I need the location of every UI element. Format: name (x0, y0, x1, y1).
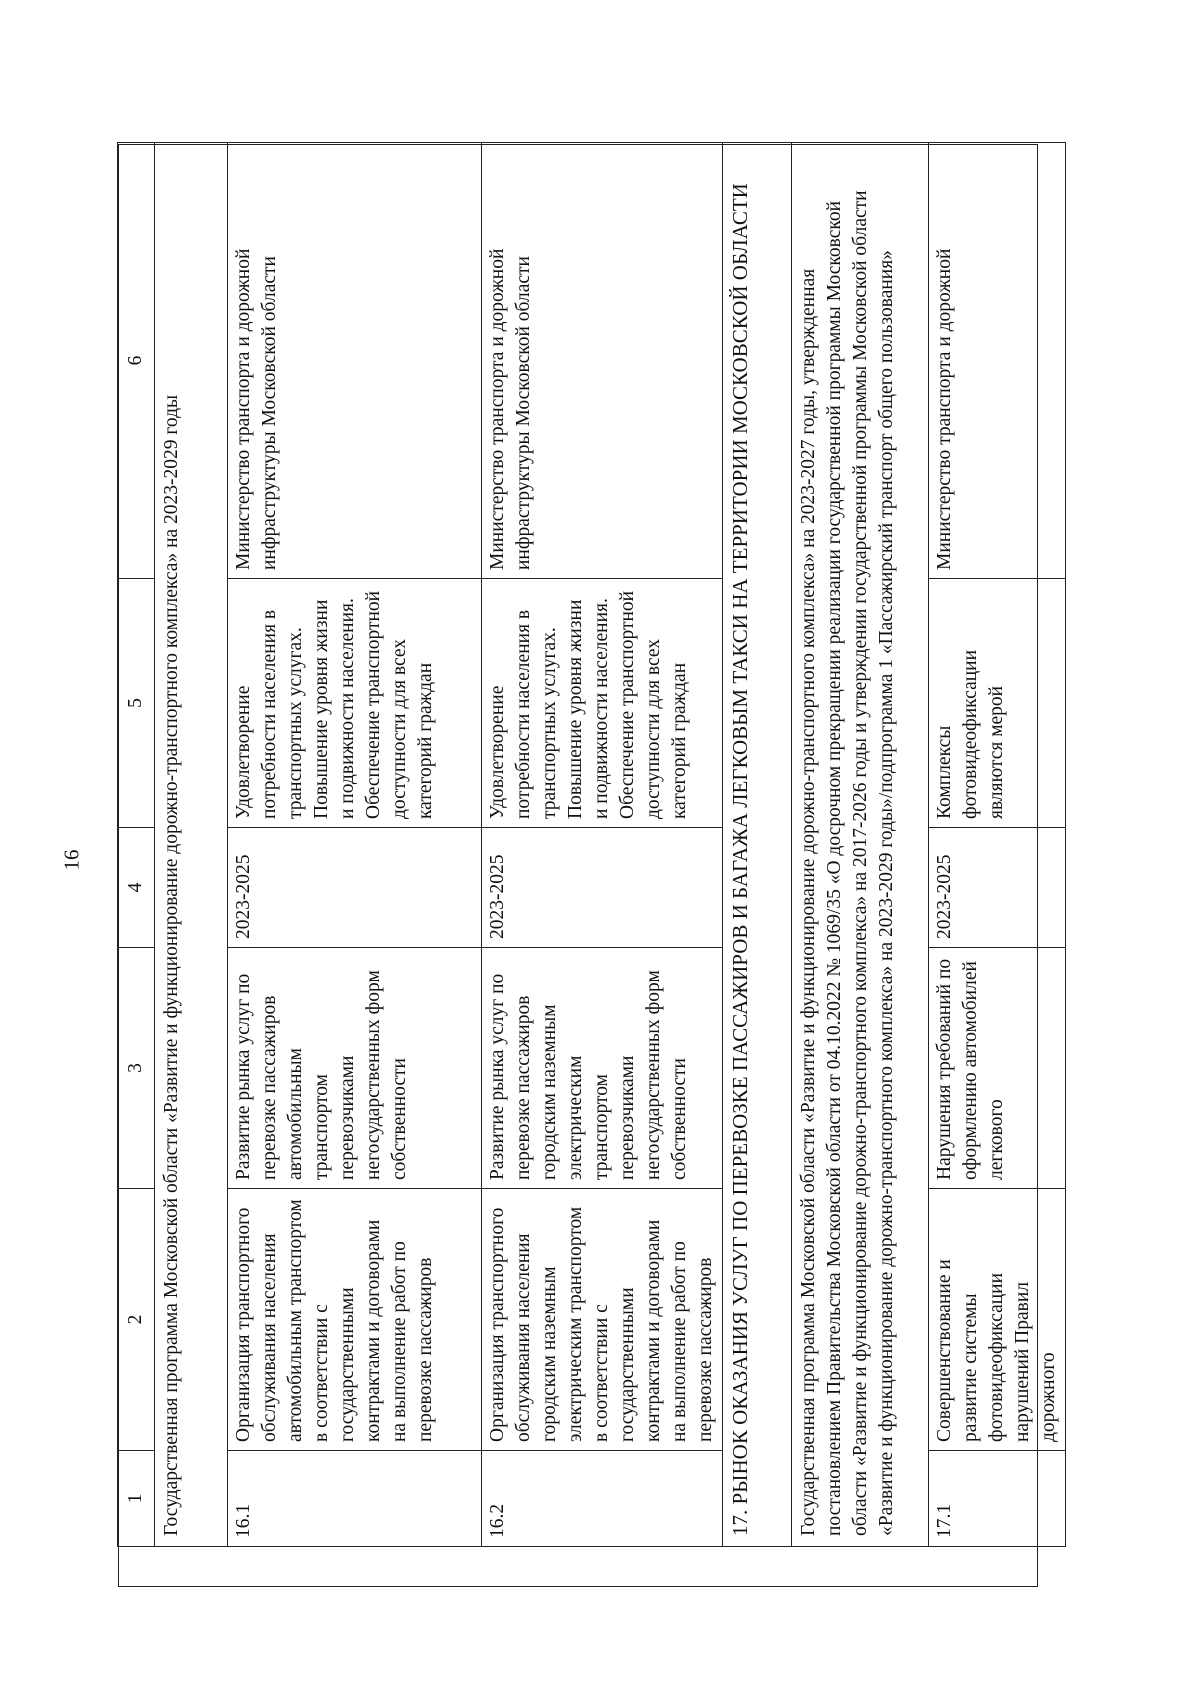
goal-cell: Развитие рынка услуг по перевозке пассажиров городским наземным электрическим транспортом перевозчиками негосударственных форм собственности (482, 948, 723, 1189)
period-cell: 2023-2025 (482, 828, 723, 948)
measure-cell: Совершенствование и развитие системы фотовидеофиксации нарушений Правил дорожного (929, 1189, 1066, 1451)
column-number: 2 (118, 1189, 155, 1451)
row-number: 16.1 (228, 1451, 482, 1547)
executor-cell: Министерство транспорта и дорожной (929, 143, 1066, 579)
period-cell: 2023-2025 (228, 828, 482, 948)
row-number: 17.1 (929, 1451, 1066, 1547)
program-16-text: Государственная программа Московской области «Развитие и функционирование дорожно-транспортного комплекса» на 2023-2029 годы (155, 143, 228, 1547)
column-number: 6 (118, 143, 155, 579)
table-row (228, 143, 482, 1547)
executor-cell: Министерство транспорта и дорожной инфраструктуры Московской области (482, 143, 723, 579)
column-number: 5 (118, 579, 155, 828)
executor-cell: Министерство транспорта и дорожной инфраструктуры Московской области (228, 143, 482, 579)
program-16-row (155, 143, 228, 1547)
section-17-title-row (723, 143, 792, 1547)
program-17-text: Государственная программа Московской области «Развитие и функционирование дорожно-транспортного комплекса» на 2023-2027 годы, утвержденная постановлением Правительства Московской области от 04.10.2022 № 1069/35 «О досрочном прекращении реализации государственной программы Московской области «Развитие и функционирование дорожно-транспортного комплекса» на 2017-2026 годы и утверждении государственной программы Московской области «Развитие и функционирование дорожно-транспортного комплекса» на 2023-2029 годы»/подпрограмма 1 «Пассажирский транспорт общего пользования» (792, 143, 929, 1547)
page-number: 16 (59, 849, 84, 871)
result-cell: Комплексы фотовидеофиксации являются мерой (929, 579, 1066, 828)
table-row (929, 143, 1066, 1547)
column-number: 4 (118, 828, 155, 948)
program-17-row (792, 143, 929, 1547)
period-cell: 2023-2025 (929, 828, 1066, 948)
goal-cell: Нарушения требований по оформлению автомобилей легкового (929, 948, 1066, 1189)
table-row (482, 143, 723, 1547)
rotated-table-area (118, 144, 1059, 1587)
column-number: 1 (118, 1451, 155, 1547)
measure-cell: Организация транспортного обслуживания населения городским наземным электрическим транспортом в соответствии с государственными контрактами и договорами на выполнение работ по перевозке пассажиров (482, 1189, 723, 1451)
column-number: 3 (118, 948, 155, 1189)
measure-cell: Организация транспортного обслуживания населения автомобильным транспортом в соответствии с государственными контрактами и договорами на выполнение работ по перевозке пассажиров (228, 1189, 482, 1451)
column-number-row (118, 143, 155, 1547)
result-cell: Удовлетворение потребности населения в транспортных услугах. Повышение уровня жизни и подвижности населения. Обеспечение транспортной доступности для всех категорий граждан (228, 579, 482, 828)
result-cell: Удовлетворение потребности населения в транспортных услугах. Повышение уровня жизни и подвижности населения. Обеспечение транспортной доступности для всех категорий граждан (482, 579, 723, 828)
goal-cell: Развитие рынка услуг по перевозке пассажиров автомобильным транспортом перевозчиками негосударственных форм собственности (228, 948, 482, 1189)
row-number: 16.2 (482, 1451, 723, 1547)
measures-table (117, 142, 1066, 1547)
section-17-title: 17. РЫНОК ОКАЗАНИЯ УСЛУГ ПО ПЕРЕВОЗКЕ ПАССАЖИРОВ И БАГАЖА ЛЕГКОВЫМ ТАКСИ НА ТЕРРИТОРИИ МОСКОВСКОЙ ОБЛАСТИ (723, 143, 792, 1547)
